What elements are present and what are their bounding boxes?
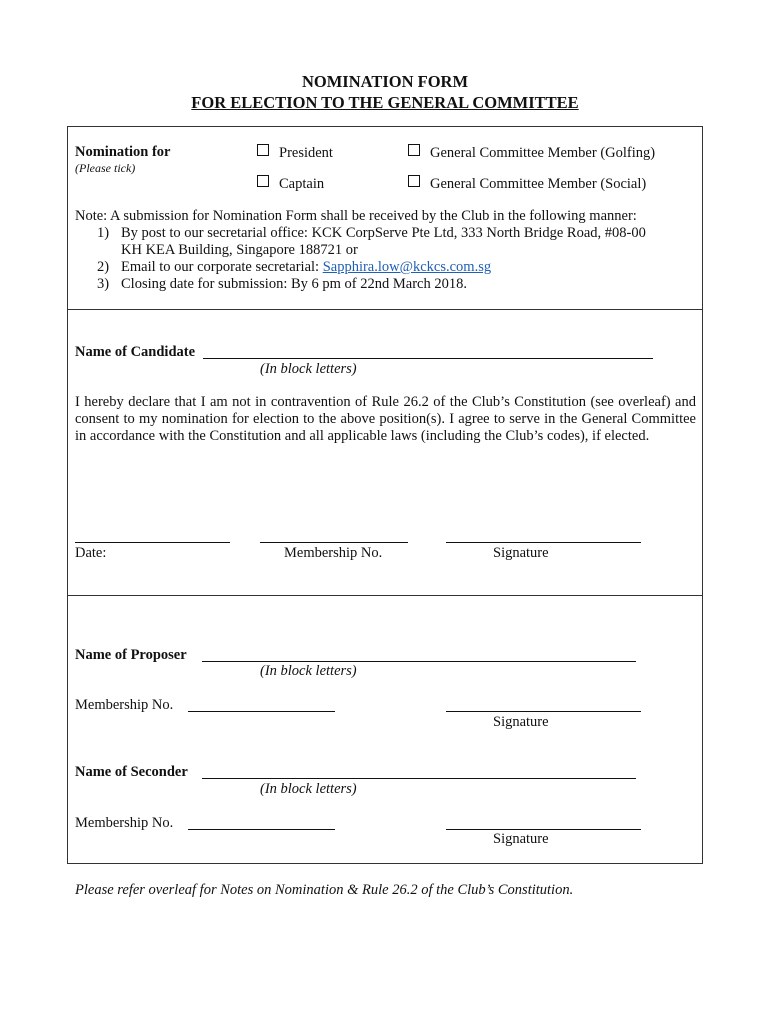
checkbox-captain[interactable] (257, 175, 269, 187)
proposer-signature-field[interactable] (446, 711, 641, 712)
proposer-name-label: Name of Proposer (75, 647, 187, 663)
form-title: NOMINATION FORM (301, 72, 469, 91)
seconder-name-field[interactable] (202, 778, 636, 779)
email-link[interactable]: Sapphira.low@kckcs.com.sg (322, 259, 492, 275)
option-gc-golfing[interactable] (408, 144, 655, 162)
option-captain-label: Captain (279, 176, 325, 192)
section-divider-1 (67, 309, 703, 310)
section-divider-2 (67, 595, 703, 596)
candidate-signature-label: Signature (493, 545, 549, 561)
declaration-text: I hereby declare that I am not in contravention of Rule 26.2 of the Club’s Constitution (see overleaf) and consent to my nomination for election to the above position(s). I agree to serve in the General Committee in accordance with the Constitution and all applicable laws (including the Club’s codes), if elected. (75, 394, 696, 444)
candidate-membership-label: Membership No. (284, 545, 383, 561)
option-captain[interactable] (257, 175, 324, 193)
nomination-hint: (Please tick) (75, 161, 136, 175)
option-gc-golfing-label: General Committee Member (Golfing) (430, 145, 656, 161)
candidate-membership-field[interactable] (260, 542, 408, 543)
candidate-signature-field[interactable] (446, 542, 641, 543)
candidate-name-label: Name of Candidate (75, 344, 196, 360)
seconder-name-hint: (In block letters) (260, 781, 357, 797)
checkbox-gc-social[interactable] (408, 175, 420, 187)
note-item-2-text: Email to our corporate secretarial: (121, 259, 323, 275)
candidate-name-field[interactable] (203, 358, 653, 359)
note-item-1 (97, 225, 646, 242)
proposer-signature-label: Signature (493, 714, 549, 730)
candidate-name-hint: (In block letters) (260, 361, 357, 377)
note-intro: Note: A submission for Nomination Form shall be received by the Club in the following manner: (75, 208, 637, 224)
note-item-1-number: 1) (97, 225, 110, 241)
option-gc-social[interactable] (408, 175, 646, 193)
note-item-3-text: Closing date for submission: By 6 pm of 22nd March 2018. (121, 276, 467, 292)
footer-note: Please refer overleaf for Notes on Nomination & Rule 26.2 of the Club’s Constitution. (75, 882, 574, 898)
seconder-signature-label: Signature (493, 831, 549, 847)
form-subtitle (0, 93, 770, 113)
date-label: Date: (75, 545, 107, 561)
option-gc-social-label: General Committee Member (Social) (430, 176, 647, 192)
option-president-label: President (279, 145, 333, 161)
note-item-3-number: 3) (97, 276, 110, 292)
seconder-signature-field[interactable] (446, 829, 641, 830)
seconder-membership-field[interactable] (188, 829, 335, 830)
checkbox-president[interactable] (257, 144, 269, 156)
note-item-2-number: 2) (97, 259, 110, 275)
proposer-membership-field[interactable] (188, 711, 335, 712)
checkbox-gc-golfing[interactable] (408, 144, 420, 156)
note-item-1-text: By post to our secretarial office: KCK CorpServe Pte Ltd, 333 North Bridge Road, #08-00 (121, 225, 646, 241)
note-item-3 (97, 276, 467, 293)
proposer-name-field[interactable] (202, 661, 636, 662)
note-item-2 (97, 259, 491, 276)
proposer-membership-label: Membership No. (75, 697, 174, 713)
seconder-membership-label: Membership No. (75, 815, 174, 831)
nomination-label: Nomination for (75, 144, 171, 160)
date-field[interactable] (75, 542, 230, 543)
option-president[interactable] (257, 144, 333, 162)
seconder-name-label: Name of Seconder (75, 764, 188, 780)
proposer-name-hint: (In block letters) (260, 663, 357, 679)
note-item-1-cont: KH KEA Building, Singapore 188721 or (121, 242, 358, 258)
form-subtitle-text: FOR ELECTION TO THE GENERAL COMMITTEE (191, 93, 579, 112)
